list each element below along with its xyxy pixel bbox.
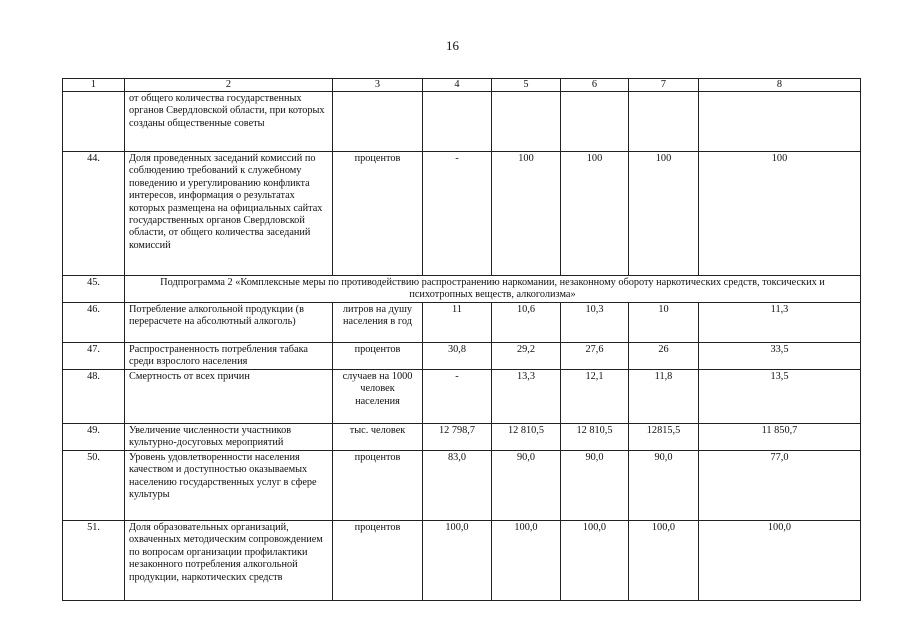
indicator-name: Доля образовательных организаций, охваченных методическим сопровождением по вопросам организации профилактики незаконного потребления алкогольной продукции, наркотических средств — [125, 521, 333, 601]
column-number: 8 — [699, 79, 861, 92]
table-row — [63, 521, 861, 601]
indicator-value: 12 810,5 — [561, 424, 629, 451]
unit-of-measure: процентов — [333, 521, 423, 601]
indicator-value: 11,8 — [629, 370, 699, 424]
column-number: 4 — [423, 79, 492, 92]
indicator-value: 100 — [561, 152, 629, 276]
table-row — [63, 92, 861, 152]
indicator-value: 90,0 — [629, 451, 699, 521]
column-number: 2 — [125, 79, 333, 92]
indicator-value: 13,5 — [699, 370, 861, 424]
subprogram-title: Подпрограмма 2 «Комплексные меры по противодействию распространению наркомании, незаконному обороту наркотических средств, токсических и психотропных веществ, алкоголизма» — [125, 276, 861, 303]
indicator-value: 90,0 — [561, 451, 629, 521]
indicator-value: 11 850,7 — [699, 424, 861, 451]
row-number: 44. — [63, 152, 125, 276]
indicator-value — [629, 92, 699, 152]
indicator-value: 83,0 — [423, 451, 492, 521]
indicator-name: Смертность от всех причин — [125, 370, 333, 424]
indicator-value: 13,3 — [492, 370, 561, 424]
column-number: 7 — [629, 79, 699, 92]
indicator-value: 12 810,5 — [492, 424, 561, 451]
indicator-value: 100 — [699, 152, 861, 276]
indicator-value: 29,2 — [492, 343, 561, 370]
table-row — [63, 370, 861, 424]
indicator-value: 10,6 — [492, 303, 561, 343]
unit-of-measure: литров на душу населения в год — [333, 303, 423, 343]
row-number: 47. — [63, 343, 125, 370]
indicator-value: - — [423, 152, 492, 276]
indicator-value — [423, 92, 492, 152]
indicator-name: Потребление алкогольной продукции (в перерасчете на абсолютный алкоголь) — [125, 303, 333, 343]
row-number: 48. — [63, 370, 125, 424]
indicator-name: Увеличение численности участников культурно-досуговых мероприятий — [125, 424, 333, 451]
unit-of-measure: процентов — [333, 451, 423, 521]
indicator-value: 26 — [629, 343, 699, 370]
table-row — [63, 303, 861, 343]
unit-of-measure: тыс. человек — [333, 424, 423, 451]
unit-of-measure — [333, 92, 423, 152]
row-number: 46. — [63, 303, 125, 343]
indicator-value: 33,5 — [699, 343, 861, 370]
row-number — [63, 92, 125, 152]
indicator-value: 11,3 — [699, 303, 861, 343]
indicator-value — [561, 92, 629, 152]
column-number-row — [63, 79, 861, 92]
indicator-value: 10,3 — [561, 303, 629, 343]
indicator-value: 10 — [629, 303, 699, 343]
column-number: 1 — [63, 79, 125, 92]
indicator-value: 100,0 — [629, 521, 699, 601]
indicator-value — [492, 92, 561, 152]
unit-of-measure: случаев на 1000 человек населения — [333, 370, 423, 424]
indicator-name: Уровень удовлетворенности населения качеством и доступностью оказываемых населению государственных услуг в сфере культуры — [125, 451, 333, 521]
table-row — [63, 152, 861, 276]
indicator-value: - — [423, 370, 492, 424]
page-number: 16 — [446, 38, 459, 53]
indicator-value: 100,0 — [423, 521, 492, 601]
indicators-table — [62, 78, 861, 601]
indicator-value: 100 — [492, 152, 561, 276]
table-row — [63, 451, 861, 521]
indicator-name: Распространенность потребления табака среди взрослого населения — [125, 343, 333, 370]
row-number: 45. — [63, 276, 125, 303]
indicator-value: 77,0 — [699, 451, 861, 521]
indicator-value: 100,0 — [561, 521, 629, 601]
row-number: 51. — [63, 521, 125, 601]
indicator-value: 11 — [423, 303, 492, 343]
indicator-value: 12815,5 — [629, 424, 699, 451]
indicator-value: 100,0 — [492, 521, 561, 601]
indicator-value — [699, 92, 861, 152]
unit-of-measure: процентов — [333, 152, 423, 276]
table-row — [63, 343, 861, 370]
indicator-value: 100,0 — [699, 521, 861, 601]
indicator-name: от общего количества государственных органов Свердловской области, при которых созданы общественные советы — [125, 92, 333, 152]
column-number: 6 — [561, 79, 629, 92]
indicator-name: Доля проведенных заседаний комиссий по соблюдению требований к служебному поведению и урегулированию конфликта интересов, информация о результатах которых размещена на официальных сайтах государственных органов Свердловской области, от общего количества заседаний комиссий — [125, 152, 333, 276]
table-row — [63, 424, 861, 451]
indicator-value: 12 798,7 — [423, 424, 492, 451]
row-number: 49. — [63, 424, 125, 451]
column-number: 5 — [492, 79, 561, 92]
subprogram-row — [63, 276, 861, 303]
row-number: 50. — [63, 451, 125, 521]
indicator-value: 12,1 — [561, 370, 629, 424]
indicator-value: 27,6 — [561, 343, 629, 370]
indicator-value: 100 — [629, 152, 699, 276]
indicator-value: 90,0 — [492, 451, 561, 521]
indicator-value: 30,8 — [423, 343, 492, 370]
unit-of-measure: процентов — [333, 343, 423, 370]
column-number: 3 — [333, 79, 423, 92]
